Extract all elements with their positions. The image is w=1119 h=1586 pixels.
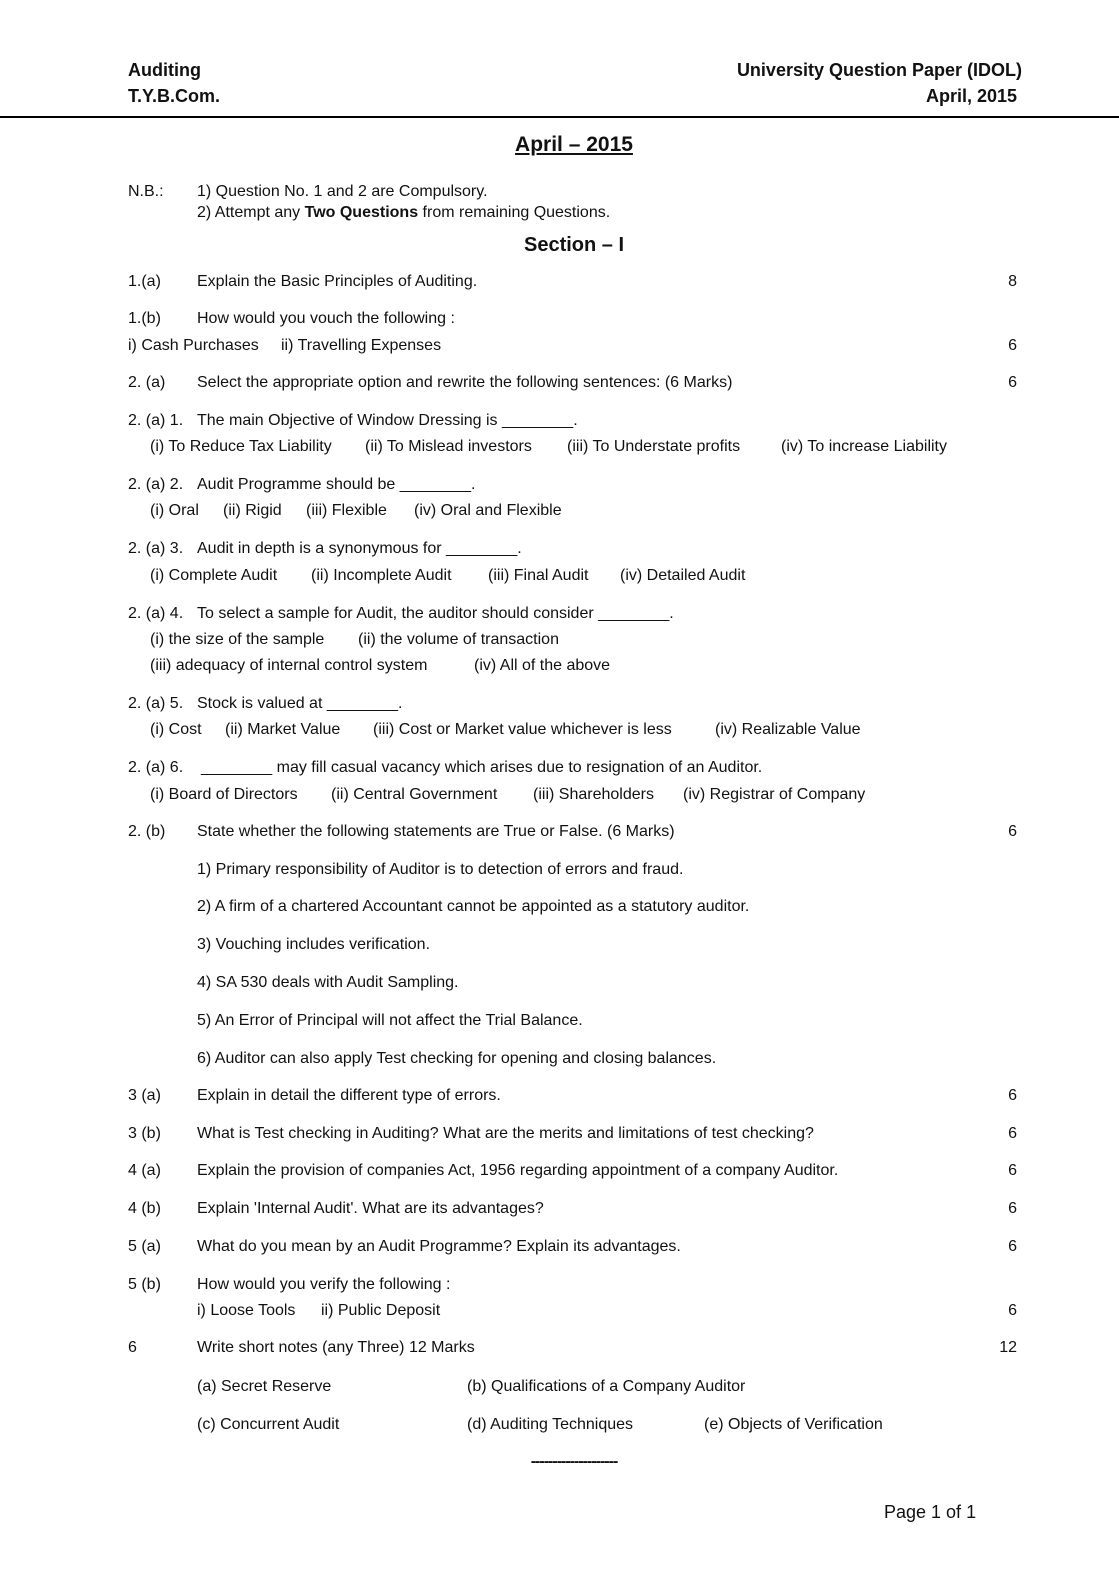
question-marks: 6	[1008, 1087, 1017, 1104]
question-marks: 6	[1008, 1162, 1017, 1179]
mcq-option: (iii) adequacy of internal control system	[150, 657, 428, 674]
mcq-option: (iii) Final Audit	[488, 567, 589, 584]
nb-line-2-bold: Two Questions	[304, 204, 419, 221]
mcq-option: (i) Oral	[150, 502, 199, 519]
mcq-number: 2. (a) 1.	[128, 412, 184, 429]
q1b-option: i) Cash Purchases	[128, 337, 259, 354]
end-marker: --------------------	[530, 1453, 618, 1470]
mcq-text: ________ may fill casual vacancy which arises due to resignation of an Auditor.	[201, 759, 763, 776]
question-marks: 6	[1008, 1125, 1017, 1142]
statement: 3) Vouching includes verification.	[197, 936, 431, 953]
question-number: 4 (b)	[128, 1200, 161, 1217]
section-heading: Section – I	[523, 234, 625, 256]
mcq-text: Stock is valued at ________.	[197, 695, 403, 712]
q1b-marks: 6	[1008, 337, 1017, 354]
statement: 5) An Error of Principal will not affect the Trial Balance.	[197, 1012, 583, 1029]
q2a-text: Select the appropriate option and rewrite the following sentences: (6 Marks)	[197, 374, 733, 391]
mcq-text: The main Objective of Window Dressing is ________.	[197, 412, 578, 429]
page-number: Page 1 of 1	[884, 1502, 977, 1522]
question-text: Explain 'Internal Audit'. What are its advantages?	[197, 1200, 544, 1217]
nb-line-2-pre: 2) Attempt any	[197, 204, 305, 221]
header-paper: University Question Paper (IDOL)	[736, 60, 1022, 80]
mcq-option: (ii) Central Government	[331, 786, 498, 803]
mcq-option: (iv) Registrar of Company	[683, 786, 866, 803]
q6-number: 6	[128, 1339, 137, 1356]
q2b-marks: 6	[1008, 823, 1017, 840]
q6-marks: 12	[999, 1339, 1017, 1356]
mcq-number: 2. (a) 6.	[128, 759, 184, 776]
mcq-option: (ii) To Mislead investors	[365, 438, 532, 455]
header-class: T.Y.B.Com.	[128, 86, 221, 106]
statement: 1) Primary responsibility of Auditor is to detection of errors and fraud.	[197, 861, 684, 878]
question-number: 4 (a)	[128, 1162, 161, 1179]
nb-line-2	[197, 203, 610, 223]
q1a-marks: 8	[1008, 273, 1017, 290]
q1b-option: ii) Travelling Expenses	[281, 337, 442, 354]
mcq-option: (iii) Shareholders	[533, 786, 654, 803]
q1b-text: How would you vouch the following :	[197, 310, 455, 327]
q2a-number: 2. (a)	[128, 374, 166, 391]
mcq-option: (iv) Realizable Value	[715, 721, 861, 738]
header-rule	[0, 116, 1119, 118]
mcq-number: 2. (a) 3.	[128, 540, 184, 557]
nb-label: N.B.:	[128, 183, 164, 200]
short-note: (c) Concurrent Audit	[197, 1416, 340, 1433]
mcq-number: 2. (a) 2.	[128, 476, 184, 493]
question-number: 3 (a)	[128, 1087, 161, 1104]
q5b-marks: 6	[1008, 1302, 1017, 1319]
mcq-number: 2. (a) 5.	[128, 695, 184, 712]
mcq-option: (ii) Market Value	[225, 721, 341, 738]
question-text: What do you mean by an Audit Programme? Explain its advantages.	[197, 1238, 681, 1255]
q5b-option: i) Loose Tools	[197, 1302, 296, 1319]
question-number: 5 (a)	[128, 1238, 161, 1255]
mcq-option: (i) Cost	[150, 721, 202, 738]
header-date: April, 2015	[925, 86, 1017, 106]
question-marks: 6	[1008, 1200, 1017, 1217]
mcq-option: (i) To Reduce Tax Liability	[150, 438, 332, 455]
q6-text: Write short notes (any Three) 12 Marks	[197, 1339, 475, 1356]
statement: 2) A firm of a chartered Accountant cannot be appointed as a statutory auditor.	[197, 898, 750, 915]
q5b-option: ii) Public Deposit	[321, 1302, 441, 1319]
q2b-text: State whether the following statements are True or False. (6 Marks)	[197, 823, 675, 840]
mcq-option: (iv) All of the above	[474, 657, 611, 674]
header-subject: Auditing	[128, 60, 201, 80]
mcq-option: (iv) Detailed Audit	[620, 567, 746, 584]
mcq-option: (iii) Cost or Market value whichever is less	[373, 721, 672, 738]
mcq-text: Audit Programme should be ________.	[197, 476, 476, 493]
mcq-option: (i) the size of the sample	[150, 631, 325, 648]
short-note: (b) Qualifications of a Company Auditor	[467, 1378, 746, 1395]
mcq-option: (i) Board of Directors	[150, 786, 298, 803]
question-number: 3 (b)	[128, 1125, 161, 1142]
short-note: (d) Auditing Techniques	[467, 1416, 634, 1433]
mcq-option: (ii) Incomplete Audit	[311, 567, 452, 584]
q1b-number: 1.(b)	[128, 310, 161, 327]
statement: 6) Auditor can also apply Test checking for opening and closing balances.	[197, 1050, 717, 1067]
question-marks: 6	[1008, 1238, 1017, 1255]
page-title: April – 2015	[515, 133, 633, 156]
q1a-text: Explain the Basic Principles of Auditing.	[197, 273, 478, 290]
mcq-option: (i) Complete Audit	[150, 567, 278, 584]
nb-line-2-post: from remaining Questions.	[418, 204, 611, 221]
mcq-number: 2. (a) 4.	[128, 605, 184, 622]
q1a-number: 1.(a)	[128, 273, 161, 290]
question-text: What is Test checking in Auditing? What are the merits and limitations of test checking?	[197, 1125, 814, 1142]
mcq-text: Audit in depth is a synonymous for ________.	[197, 540, 522, 557]
q2a-marks: 6	[1008, 374, 1017, 391]
short-note: (a) Secret Reserve	[197, 1378, 332, 1395]
q2b-number: 2. (b)	[128, 823, 166, 840]
short-note: (e) Objects of Verification	[704, 1416, 883, 1433]
statement: 4) SA 530 deals with Audit Sampling.	[197, 974, 459, 991]
mcq-option: (ii) Rigid	[223, 502, 282, 519]
q5b-text: How would you verify the following :	[197, 1276, 451, 1293]
question-text: Explain the provision of companies Act, 1956 regarding appointment of a company Auditor.	[197, 1162, 839, 1179]
mcq-option: (iv) Oral and Flexible	[414, 502, 562, 519]
mcq-option: (ii) the volume of transaction	[358, 631, 559, 648]
mcq-option: (iv) To increase Liability	[781, 438, 947, 455]
nb-line-1: 1) Question No. 1 and 2 are Compulsory.	[197, 183, 488, 200]
question-text: Explain in detail the different type of errors.	[197, 1087, 501, 1104]
mcq-option: (iii) To Understate profits	[567, 438, 741, 455]
mcq-text: To select a sample for Audit, the auditor should consider ________.	[197, 605, 674, 622]
mcq-option: (iii) Flexible	[306, 502, 387, 519]
q5b-number: 5 (b)	[128, 1276, 161, 1293]
